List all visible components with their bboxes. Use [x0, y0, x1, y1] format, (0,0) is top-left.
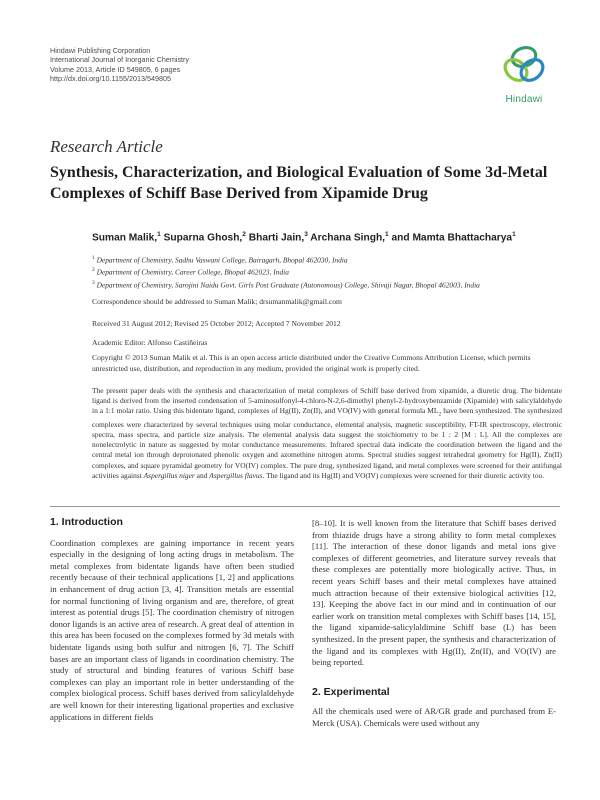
author-name: Bharti Jain,: [248, 232, 305, 244]
affiliation-item: $^3$ Department of Chemistry, Sarojini Naidu Govt. Girls Post Graduate (Autonomous) College, Shivaji Nagar, Bhopal 462003, India: [92, 279, 480, 290]
author-name: and Mamta Bhattacharya: [391, 232, 513, 244]
author-affil-mark: 1: [157, 231, 161, 238]
doi-link[interactable]: http://dx.doi.org/10.1155/2013/549805: [50, 74, 171, 84]
volume-info: Volume 2013, Article ID 549805, 6 pages: [50, 64, 181, 74]
author-affil-mark: 3: [304, 231, 308, 238]
experimental-heading: 2. Experimental: [312, 685, 390, 698]
intro-paragraph: Coordination complexes are gaining importance in recent years especially in the designing of long acting drugs in metabolism. The metal complexes from bidentate ligands have often been studied recently because of their technical applications [1, 2] and applications in enhancement of drug action [3, 4]. Transition metals are essential for normal functioning of living organism and are, therefore, of great interest as potential drugs [5]. The coordination chemistry of nitrogen donor ligands is an active area of research. A great deal of attention in this area has been focused on the complexes formed by 3d metals with bidentate ligands using both sulfur and nitrogen [6, 7]. The Schiff bases are an important class of ligands in coordination chemistry. The study of structural and binding features of various Schiff base complexes can play an important role in better understanding of the complex biological process. Schiff bases derived from salicylaldehyde are well known for their interesting ligational properties and exclusive applications in different fields: [50, 537, 294, 722]
logo-wordmark: Hindawi: [505, 94, 543, 105]
article-dates: Received 31 August 2012; Revised 25 October 2012; Accepted 7 November 2012: [92, 319, 341, 328]
journal-header: [50, 46, 189, 84]
author-affil-mark: 1: [512, 231, 516, 238]
affiliations: [92, 253, 562, 290]
section-divider: [50, 506, 560, 507]
affiliation-item: $^1$ Department of Chemistry, Sadhu Vaswani College, Bairagarh, Bhopal 462030, India: [92, 255, 348, 265]
author-name: Suparna Ghosh,: [163, 232, 243, 244]
intro-heading: 1. Introduction: [50, 516, 123, 528]
publisher-name: Hindawi Publishing Corporation: [50, 46, 151, 55]
article-title: Synthesis, Characterization, and Biological Evaluation of Some 3d-Metal Complexes of Schiff Base Derived from Xipamide Drug: [50, 164, 548, 202]
abstract: The present paper deals with the synthesis and characterization of metal complexes of Schiff base derived from xipamide, a diuretic drug. The bidentate ligand is derived from the inserted condensation of 5-aminosulfonyl-4-chloro-N-2,6-dimethyl phenyl-2-hydroxybenzamide (Xipamide) with salicylaldehyde in a 1:1 molar ratio. Using this bidentate ligand, complexes of Hg(II), Zn(II), and VO(IV) with general formula $ML_2$ have been synthesized. The synthesized complexes were characterized by several techniques using molar conductance, elemental analysis, magnetic susceptibility, FT-IR spectroscopy, electronic spectra, mass spectra, and particle size analysis. The elemental analysis data suggest the stoichiometry to be 1 : 2 [M : L]. All the complexes are nonelectrolytic in nature as suggested by molar conductance measurements. Infrared spectral data indicate the coordination between the ligand and the central metal ion through deprotonated phenolic oxygen and azomethine nitrogen atoms. Spectral studies suggest tetrahedral geometry for Hg(II), Zn(II) complexes, and square pyramidal geometry for VO(IV) complex. The pure drug, synthesized ligand, and metal complexes were screened for their antifungal activities against Aspergillus niger and Aspergillus flavus. The ligand and its Hg(II) and VO(IV) complexes were screened for their diuretic activity too.: [92, 386, 562, 480]
hindawi-logo-icon: [498, 40, 550, 92]
intro-paragraph-continued: [8–10]. It is well known from the literature that Schiff bases derived from thiazide drugs have a strong ability to form metal complexes [11]. The interaction of these donor ligands and metal ions give complexes of different geometries, and literature survey reveals that these complexes are potentially more biologically active. Thus, in recent years Schiff bases and their metal complexes have attained much attraction because of their extensive biological activities [12, 13]. Keeping the above fact in our mind and in continuation of our earlier work on transition metal complexes with Schiff bases [14, 15], the ligand xipamide-salicylaldimine Schiff base (L) has been synthesized. In the present paper, the synthesis and characterization of the ligand and its complexes with Hg(II), Zn(II), and VO(IV) are being reported.: [312, 518, 556, 668]
left-column: [50, 517, 294, 723]
copyright-notice: Copyright © 2013 Suman Malik et al. This is an open access article distributed under the Creative Commons Attribution License, which permits unrestricted use, distribution, and reproduction in any medium, provided the original work is properly cited.: [92, 353, 531, 373]
author-list: [92, 231, 516, 243]
right-column: [312, 518, 556, 730]
affiliation-item: $^2$ Department of Chemistry, Career College, Bhopal 462023, India: [92, 267, 289, 277]
author-affil-mark: 1: [385, 231, 389, 238]
hindawi-logo: [498, 40, 550, 106]
experimental-paragraph: All the chemicals used were of AR/GR grade and purchased from E-Merck (USA). Chemicals were used without any: [312, 706, 556, 728]
academic-editor: Academic Editor: Alfonso Castiñeiras: [92, 338, 208, 347]
journal-name: International Journal of Inorganic Chemistry: [50, 55, 190, 65]
author-name: Archana Singh,: [310, 232, 386, 244]
author-name: Suman Malik,: [92, 232, 158, 244]
correspondence: Correspondence should be addressed to Suman Malik; drsumanmalik@gmail.com: [92, 297, 342, 306]
author-affil-mark: 2: [242, 231, 246, 238]
article-type: Research Article: [50, 137, 163, 156]
